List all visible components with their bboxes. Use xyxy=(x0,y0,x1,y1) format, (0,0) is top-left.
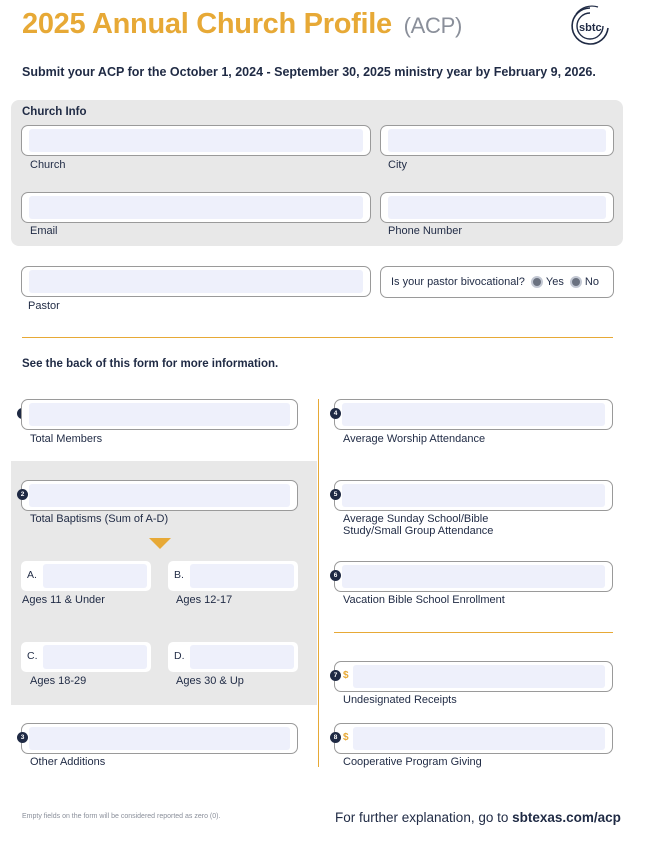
number-badge-3: 3 xyxy=(17,732,28,743)
church-info-heading: Church Info xyxy=(22,106,87,118)
further-text: For further explanation, go to xyxy=(335,810,509,825)
email-input[interactable] xyxy=(21,192,371,223)
phone-label: Phone Number xyxy=(388,225,462,237)
column-divider xyxy=(318,399,319,767)
worship-attendance-label: Average Worship Attendance xyxy=(343,433,486,445)
form-title-suffix: (ACP) xyxy=(403,13,462,38)
total-baptisms-label: Total Baptisms (Sum of A-D) xyxy=(30,513,169,525)
sunday-school-input[interactable] xyxy=(334,480,613,511)
bivocational-question xyxy=(380,266,614,298)
yes-label: Yes xyxy=(545,276,564,288)
baptisms-d-input[interactable] xyxy=(168,642,298,672)
worship-attendance-input[interactable] xyxy=(334,399,613,430)
baptisms-a-label: Ages 11 & Under xyxy=(22,594,105,606)
bivocational-label: Is your pastor bivocational? xyxy=(391,276,525,288)
number-badge-2: 2 xyxy=(17,489,28,500)
baptisms-a-input[interactable] xyxy=(21,561,151,591)
undesignated-receipts-label: Undesignated Receipts xyxy=(343,694,457,706)
further-explanation xyxy=(335,810,621,825)
church-input[interactable] xyxy=(21,125,371,156)
form-title xyxy=(22,8,462,41)
baptisms-b-label: Ages 12-17 xyxy=(176,594,233,606)
zero-footnote: Empty fields on the form will be considered reported as zero (0). xyxy=(22,813,221,820)
dollar-sign: $ xyxy=(343,732,349,743)
section-divider xyxy=(22,337,613,338)
pastor-label: Pastor xyxy=(28,300,60,312)
email-label: Email xyxy=(30,225,58,237)
sbtc-logo xyxy=(568,4,614,48)
total-members-label: Total Members xyxy=(30,433,103,445)
vbs-enrollment-label: Vacation Bible School Enrollment xyxy=(343,594,505,606)
number-badge-5: 5 xyxy=(330,489,341,500)
number-badge-7: 7 xyxy=(330,670,341,681)
acp-link[interactable]: sbtexas.com/acp xyxy=(512,810,621,825)
giving-divider xyxy=(334,632,613,633)
yes-radio[interactable] xyxy=(531,276,543,288)
church-info-section xyxy=(11,100,623,246)
total-baptisms-input[interactable] xyxy=(21,480,298,511)
deadline-subtitle: Submit your ACP for the October 1, 2024 - September 30, 2025 ministry year by February 9, 2026. xyxy=(22,65,596,79)
baptisms-d-letter: D. xyxy=(174,650,185,662)
cooperative-giving-label: Cooperative Program Giving xyxy=(343,756,482,768)
city-label: City xyxy=(388,159,407,171)
undesignated-receipts-input[interactable] xyxy=(334,661,613,692)
total-members-input[interactable] xyxy=(21,399,298,430)
baptisms-b-input[interactable] xyxy=(168,561,298,591)
church-label: Church xyxy=(30,159,66,171)
logo-text: sbtc xyxy=(579,22,602,34)
baptisms-c-letter: C. xyxy=(27,650,38,662)
other-additions-label: Other Additions xyxy=(30,756,106,768)
dollar-sign: $ xyxy=(343,670,349,681)
no-radio[interactable] xyxy=(570,276,582,288)
no-label: No xyxy=(584,276,599,288)
number-badge-4: 4 xyxy=(330,408,341,419)
vbs-enrollment-input[interactable] xyxy=(334,561,613,592)
sunday-school-label-line1: Average Sunday School/Bible xyxy=(343,513,489,525)
baptisms-c-input[interactable] xyxy=(21,642,151,672)
baptisms-c-label: Ages 18-29 xyxy=(30,675,87,687)
form-title-text: 2025 Annual Church Profile xyxy=(22,8,392,40)
baptisms-d-label: Ages 30 & Up xyxy=(176,675,244,687)
cooperative-giving-input[interactable] xyxy=(334,723,613,754)
pastor-input[interactable] xyxy=(21,266,371,297)
baptisms-a-letter: A. xyxy=(27,569,37,581)
instructions-text: See the back of this form for more information. xyxy=(22,358,279,370)
number-badge-6: 6 xyxy=(330,570,341,581)
sunday-school-label-line2: Study/Small Group Attendance xyxy=(343,525,494,537)
baptisms-b-letter: B. xyxy=(174,569,184,581)
phone-input[interactable] xyxy=(380,192,614,223)
city-input[interactable] xyxy=(380,125,614,156)
number-badge-8: 8 xyxy=(330,732,341,743)
other-additions-input[interactable] xyxy=(21,723,298,754)
arrow-down-icon xyxy=(149,538,171,549)
